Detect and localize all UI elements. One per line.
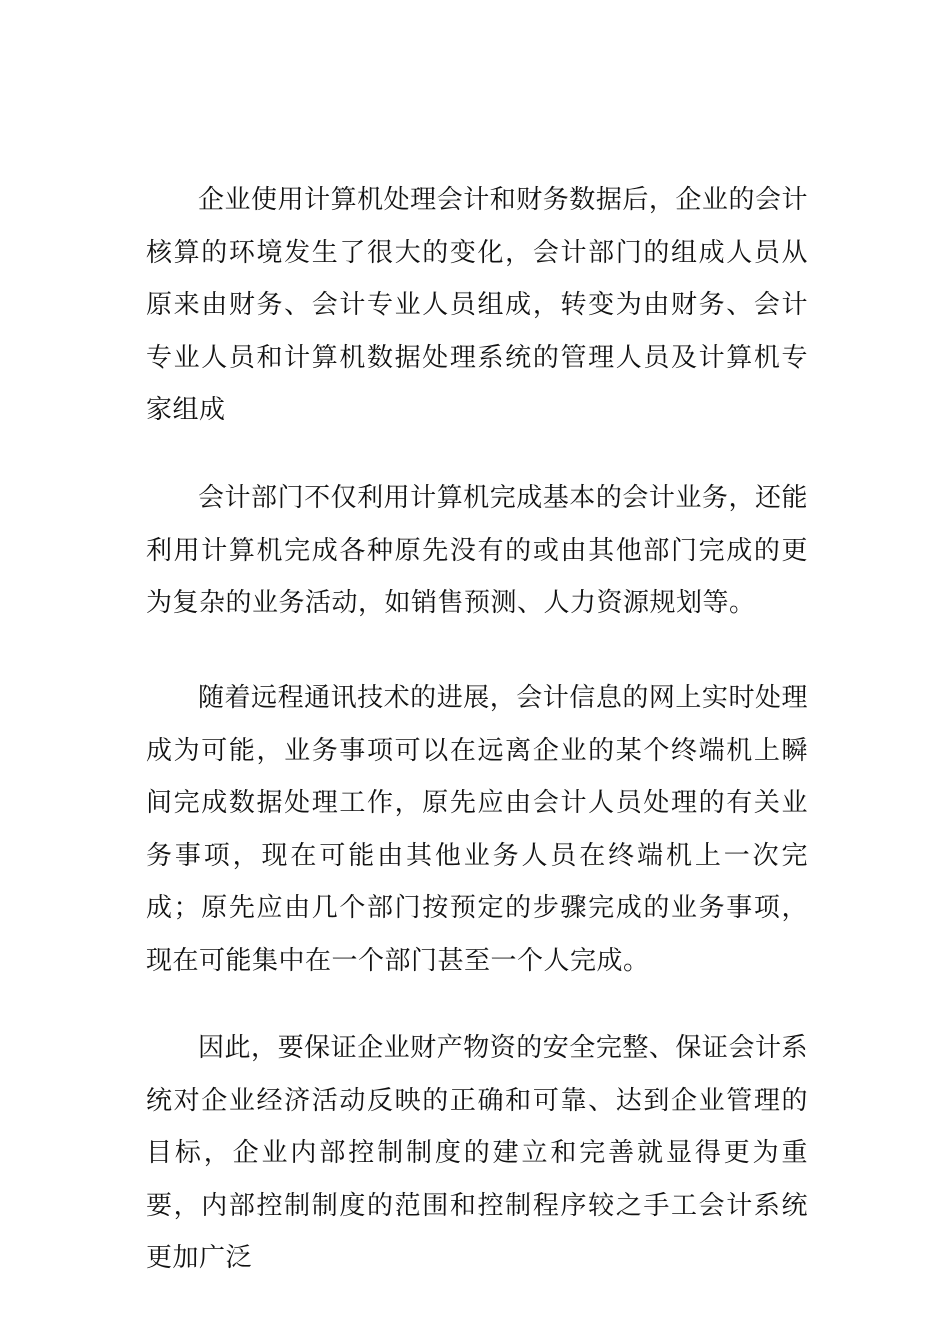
paragraph-1: 企业使用计算机处理会计和财务数据后，企业的会计核算的环境发生了很大的变化，会计部门的组成人员从原来由财务、会计专业人员组成，转变为由财务、会计专业人员和计算机数据处理系统的管理人员及计算机专家组成 [146, 185, 808, 425]
paragraph-3: 随着远程通讯技术的进展，会计信息的网上实时处理成为可能，业务事项可以在远离企业的某个终端机上瞬间完成数据处理工作，原先应由会计人员处理的有关业务事项，现在可能由其他业务人员在终端机上一次完成；原先应由几个部门按预定的步骤完成的业务事项，现在可能集中在一个部门甚至一个人完成。 [146, 683, 808, 976]
paragraph-2: 会计部门不仅利用计算机完成基本的会计业务，还能利用计算机完成各种原先没有的或由其他部门完成的更为复杂的业务活动，如销售预测、人力资源规划等。 [146, 483, 808, 618]
paragraph-4: 因此，要保证企业财产物资的安全完整、保证会计系统对企业经济活动反映的正确和可靠、达到企业管理的目标，企业内部控制制度的建立和完善就显得更为重要，内部控制制度的范围和控制程序较之手工会计系统更加广泛 [146, 1033, 808, 1273]
